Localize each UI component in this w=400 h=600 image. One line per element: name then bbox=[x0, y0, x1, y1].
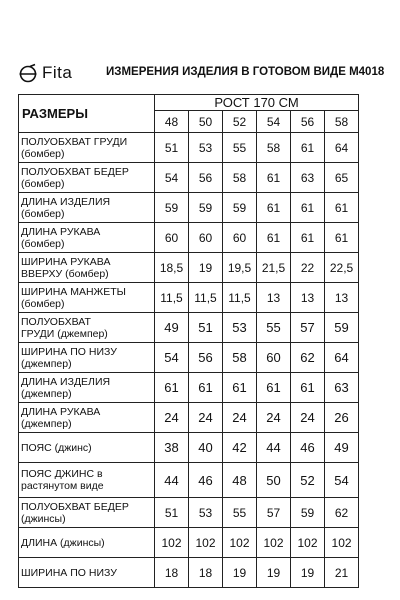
table-row bbox=[19, 403, 359, 433]
measurement-value: 64 bbox=[325, 343, 359, 373]
measurement-value: 18 bbox=[189, 558, 223, 588]
measurement-label-line1: ПОЯС (джинс) bbox=[21, 441, 92, 454]
measurement-value: 65 bbox=[325, 163, 359, 193]
measurement-label bbox=[19, 463, 155, 498]
measurement-label bbox=[19, 253, 155, 283]
measurement-value: 60 bbox=[257, 343, 291, 373]
measurement-value: 59 bbox=[291, 498, 325, 528]
measurement-label-line2: (джемпер) bbox=[21, 357, 72, 370]
brand-logo bbox=[18, 60, 72, 86]
measurement-value: 13 bbox=[257, 283, 291, 313]
measurement-value: 22 bbox=[291, 253, 325, 283]
measurement-value: 44 bbox=[257, 433, 291, 463]
measurement-label bbox=[19, 373, 155, 403]
table-row bbox=[19, 528, 359, 558]
measurement-value: 24 bbox=[155, 403, 189, 433]
measurement-value: 62 bbox=[325, 498, 359, 528]
measurement-label-line1: ДЛИНА ИЗДЕЛИЯ bbox=[21, 375, 111, 388]
measurement-label-line1: ДЛИНА РУКАВА bbox=[21, 405, 101, 418]
measurement-value: 60 bbox=[189, 223, 223, 253]
measurement-label bbox=[19, 343, 155, 373]
measurement-label-line1: ПОЛУОБХВАТ БЕДЕР bbox=[21, 500, 129, 513]
measurement-label-line2: (джинсы) bbox=[21, 512, 66, 525]
measurement-value: 57 bbox=[291, 313, 325, 343]
measurement-value: 61 bbox=[257, 163, 291, 193]
measurement-value: 51 bbox=[155, 133, 189, 163]
measurement-value: 40 bbox=[189, 433, 223, 463]
measurement-label-line2: ВВЕРХУ (бомбер) bbox=[21, 267, 109, 280]
measurement-label bbox=[19, 558, 155, 588]
measurement-label-line1: ПОЛУОБХВАТ bbox=[21, 315, 91, 328]
measurement-value: 11,5 bbox=[155, 283, 189, 313]
measurement-value: 61 bbox=[325, 193, 359, 223]
measurement-value: 59 bbox=[189, 193, 223, 223]
measurement-value: 61 bbox=[257, 373, 291, 403]
measurement-label-line2: (бомбер) bbox=[21, 297, 65, 310]
measurement-value: 53 bbox=[223, 313, 257, 343]
measurement-value: 13 bbox=[291, 283, 325, 313]
measurement-label-line1: ДЛИНА ИЗДЕЛИЯ bbox=[21, 195, 111, 208]
measurement-value: 56 bbox=[189, 343, 223, 373]
measurement-value: 42 bbox=[223, 433, 257, 463]
table-row bbox=[19, 498, 359, 528]
size-table bbox=[18, 94, 359, 588]
measurement-value: 44 bbox=[155, 463, 189, 498]
measurement-value: 63 bbox=[325, 373, 359, 403]
fita-logo-icon bbox=[18, 63, 38, 83]
measurement-value: 102 bbox=[325, 528, 359, 558]
measurement-value: 46 bbox=[291, 433, 325, 463]
size-column-header: 52 bbox=[223, 111, 257, 133]
height-header: РОСТ 170 СМ bbox=[155, 95, 359, 111]
table-row bbox=[19, 558, 359, 588]
measurement-label-line1: ПОЛУОБХВАТ ГРУДИ bbox=[21, 135, 128, 148]
measurement-value: 58 bbox=[257, 133, 291, 163]
measurement-value: 102 bbox=[291, 528, 325, 558]
measurement-label-line1: ШИРИНА ПО НИЗУ bbox=[21, 566, 117, 579]
measurement-value: 61 bbox=[291, 193, 325, 223]
table-row bbox=[19, 223, 359, 253]
measurement-label-line1: ДЛИНА (джинсы) bbox=[21, 536, 105, 549]
table-row bbox=[19, 343, 359, 373]
measurement-label-line2: (джемпер) bbox=[21, 387, 72, 400]
measurement-value: 54 bbox=[155, 343, 189, 373]
measurement-value: 63 bbox=[291, 163, 325, 193]
measurement-value: 51 bbox=[189, 313, 223, 343]
measurement-value: 26 bbox=[325, 403, 359, 433]
measurement-label bbox=[19, 163, 155, 193]
measurement-label-line2: (бомбер) bbox=[21, 177, 65, 190]
measurement-value: 54 bbox=[155, 163, 189, 193]
measurement-label-line2: (бомбер) bbox=[21, 237, 65, 250]
measurement-value: 61 bbox=[291, 223, 325, 253]
measurement-value: 61 bbox=[291, 133, 325, 163]
measurement-label-line2: (бомбер) bbox=[21, 147, 65, 160]
measurement-value: 19 bbox=[223, 558, 257, 588]
measurement-label-line2: (джемпер) bbox=[21, 417, 72, 430]
measurement-value: 55 bbox=[257, 313, 291, 343]
measurement-label-line2: (бомбер) bbox=[21, 207, 65, 220]
measurement-value: 19 bbox=[291, 558, 325, 588]
measurement-value: 56 bbox=[189, 163, 223, 193]
measurement-value: 38 bbox=[155, 433, 189, 463]
measurement-value: 54 bbox=[325, 463, 359, 498]
measurement-value: 21,5 bbox=[257, 253, 291, 283]
table-row bbox=[19, 313, 359, 343]
table-row bbox=[19, 193, 359, 223]
size-column-header: 58 bbox=[325, 111, 359, 133]
table-row bbox=[19, 253, 359, 283]
size-column-header: 56 bbox=[291, 111, 325, 133]
measurement-label-line2: ГРУДИ (джемпер) bbox=[21, 327, 108, 340]
measurement-label-line1: ДЛИНА РУКАВА bbox=[21, 225, 101, 238]
measurement-label-line1: ШИРИНА МАНЖЕТЫ bbox=[21, 285, 126, 298]
table-row bbox=[19, 463, 359, 498]
measurement-value: 22,5 bbox=[325, 253, 359, 283]
measurement-label bbox=[19, 528, 155, 558]
measurement-value: 59 bbox=[155, 193, 189, 223]
measurement-label bbox=[19, 403, 155, 433]
measurement-value: 46 bbox=[189, 463, 223, 498]
measurement-value: 102 bbox=[189, 528, 223, 558]
measurement-value: 13 bbox=[325, 283, 359, 313]
measurement-value: 19,5 bbox=[223, 253, 257, 283]
measurement-value: 50 bbox=[257, 463, 291, 498]
measurement-value: 61 bbox=[155, 373, 189, 403]
measurement-value: 11,5 bbox=[223, 283, 257, 313]
measurement-label bbox=[19, 313, 155, 343]
measurement-value: 51 bbox=[155, 498, 189, 528]
measurement-label bbox=[19, 193, 155, 223]
document-title: ИЗМЕРЕНИЯ ИЗДЕЛИЯ В ГОТОВОМ ВИДЕ M4018 bbox=[106, 66, 385, 78]
measurement-value: 55 bbox=[223, 498, 257, 528]
measurement-value: 53 bbox=[189, 133, 223, 163]
measurement-label-line1: ШИРИНА РУКАВА bbox=[21, 255, 111, 268]
measurement-value: 24 bbox=[189, 403, 223, 433]
measurement-value: 11,5 bbox=[189, 283, 223, 313]
measurement-value: 59 bbox=[325, 313, 359, 343]
measurement-label-line2: растянутом виде bbox=[21, 480, 104, 492]
measurement-value: 48 bbox=[223, 463, 257, 498]
measurement-label-line1: ПОЛУОБХВАТ БЕДЕР bbox=[21, 165, 129, 178]
measurement-label bbox=[19, 498, 155, 528]
measurement-value: 19 bbox=[257, 558, 291, 588]
measurement-value: 53 bbox=[189, 498, 223, 528]
table-row bbox=[19, 133, 359, 163]
measurement-value: 49 bbox=[155, 313, 189, 343]
measurement-value: 61 bbox=[257, 223, 291, 253]
measurement-value: 49 bbox=[325, 433, 359, 463]
measurement-label bbox=[19, 433, 155, 463]
table-row bbox=[19, 373, 359, 403]
size-column-header: 48 bbox=[155, 111, 189, 133]
measurement-label bbox=[19, 283, 155, 313]
measurement-value: 61 bbox=[257, 193, 291, 223]
measurement-value: 58 bbox=[223, 343, 257, 373]
measurement-value: 18 bbox=[155, 558, 189, 588]
measurement-value: 19 bbox=[189, 253, 223, 283]
measurement-value: 61 bbox=[223, 373, 257, 403]
measurement-value: 61 bbox=[325, 223, 359, 253]
measurement-value: 21 bbox=[325, 558, 359, 588]
measurement-value: 102 bbox=[257, 528, 291, 558]
document-header bbox=[18, 60, 388, 86]
measurement-value: 52 bbox=[291, 463, 325, 498]
table-row bbox=[19, 283, 359, 313]
measurement-label-line1: ШИРИНА ПО НИЗУ bbox=[21, 345, 117, 358]
measurement-value: 57 bbox=[257, 498, 291, 528]
measurement-value: 58 bbox=[223, 163, 257, 193]
measurement-value: 59 bbox=[223, 193, 257, 223]
measurement-value: 61 bbox=[291, 373, 325, 403]
measurement-label bbox=[19, 133, 155, 163]
measurement-value: 24 bbox=[223, 403, 257, 433]
brand-name: Fita bbox=[42, 63, 73, 82]
measurement-value: 60 bbox=[223, 223, 257, 253]
measurement-value: 24 bbox=[291, 403, 325, 433]
size-column-header: 50 bbox=[189, 111, 223, 133]
measurement-value: 62 bbox=[291, 343, 325, 373]
table-row bbox=[19, 433, 359, 463]
measurement-value: 60 bbox=[155, 223, 189, 253]
measurement-value: 102 bbox=[223, 528, 257, 558]
measurement-label bbox=[19, 223, 155, 253]
table-row bbox=[19, 163, 359, 193]
size-column-header: 54 bbox=[257, 111, 291, 133]
measurement-value: 61 bbox=[189, 373, 223, 403]
measurement-value: 102 bbox=[155, 528, 189, 558]
sizes-header: РАЗМЕРЫ bbox=[19, 95, 155, 133]
measurement-value: 18,5 bbox=[155, 253, 189, 283]
measurement-value: 55 bbox=[223, 133, 257, 163]
measurement-label-line1: ПОЯС ДЖИНС в bbox=[21, 468, 103, 480]
measurement-value: 24 bbox=[257, 403, 291, 433]
measurement-value: 64 bbox=[325, 133, 359, 163]
